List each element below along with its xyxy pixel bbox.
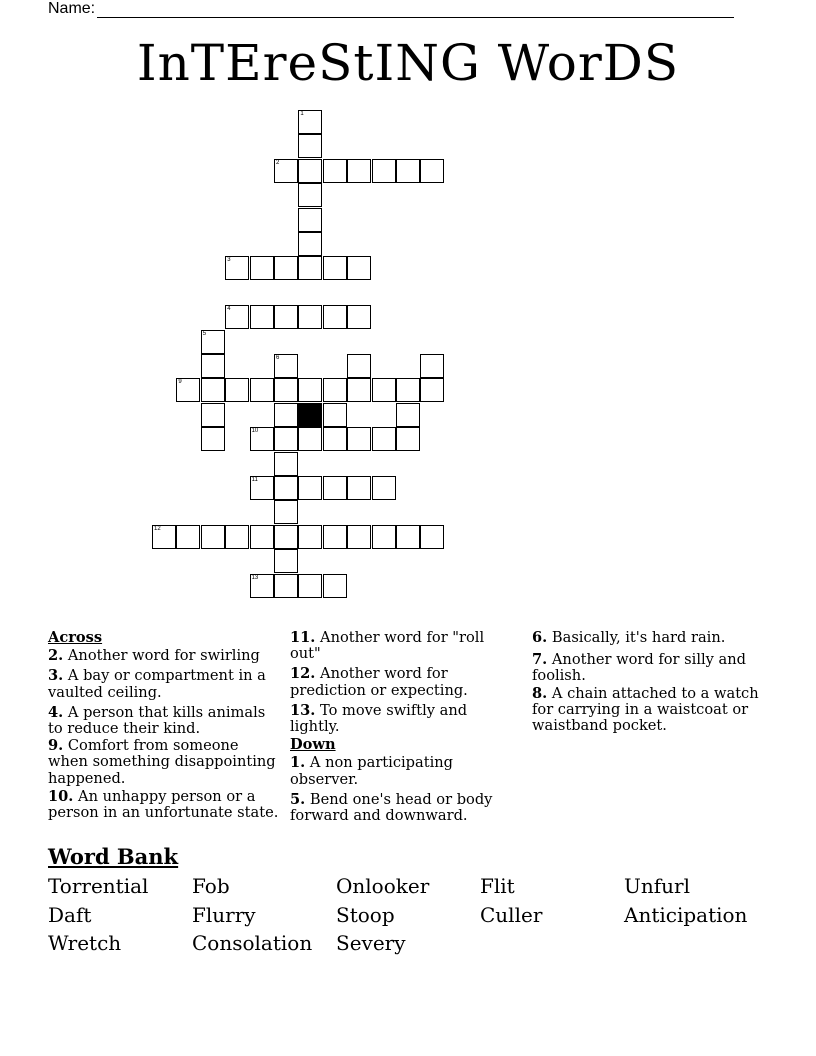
grid-cell[interactable] [298,574,322,598]
grid-cell[interactable] [420,378,444,402]
clue-text: A bay or compartment in a vaulted ceiling. [48,667,266,701]
grid-cell[interactable] [250,525,274,549]
word-bank-word: Consolation [192,931,313,956]
clue-down-5 [290,792,500,824]
grid-cell[interactable] [201,525,225,549]
clue-number: 8. [532,684,548,702]
grid-cell[interactable] [323,574,347,598]
clue-number: 11. [290,629,316,646]
grid-cell[interactable] [201,403,225,427]
grid-cell[interactable] [201,330,225,354]
cell-number: 12 [154,525,161,532]
clue-across-2 [48,648,280,664]
grid-cell[interactable] [323,159,347,183]
word-bank-word: Fob [192,874,230,898]
grid-cell[interactable] [347,476,371,500]
grid-cell[interactable] [274,476,298,500]
word-bank-word: Daft [48,902,92,927]
word-bank-word: Anticipation [624,902,748,927]
word-bank-word: Culler [480,902,543,927]
grid-cell[interactable] [298,110,322,134]
clue-across-9 [48,738,280,787]
grid-cell[interactable] [396,403,420,427]
grid-cell[interactable] [274,305,298,329]
grid-cell[interactable] [225,256,249,280]
grid-cell[interactable] [323,256,347,280]
cell-number: 4 [227,306,231,313]
grid-cell[interactable] [225,525,249,549]
grid-cell[interactable] [274,574,298,598]
clue-text: Another word for silly and foolish. [532,651,746,685]
clue-across-3 [48,668,280,700]
grid-cell[interactable] [274,403,298,427]
grid-cell[interactable] [347,427,371,451]
grid-cell[interactable] [298,305,322,329]
grid-cell[interactable] [323,427,347,451]
grid-cell[interactable] [323,403,347,427]
grid-cell[interactable] [298,208,322,232]
clue-text: An unhappy person or a person in an unfortunate state. [48,787,279,822]
grid-cell[interactable] [298,134,322,158]
grid-cell[interactable] [347,305,371,329]
grid-cell[interactable] [201,354,225,378]
puzzle-title: InTEreStING WorDS [136,34,680,92]
clue-text: Bend one's head or body forward and downward. [290,790,493,825]
grid-cell[interactable] [274,159,298,183]
grid-cell[interactable] [225,378,249,402]
grid-cell[interactable] [372,525,396,549]
grid-cell[interactable] [201,378,225,402]
grid-cell[interactable] [298,159,322,183]
grid-cell[interactable] [250,378,274,402]
across-heading: Across [48,629,103,646]
grid-cell[interactable] [250,574,274,598]
grid-cell[interactable] [176,378,200,402]
grid-cell[interactable] [274,525,298,549]
grid-cell[interactable] [274,256,298,280]
clue-number: 9. [48,737,64,755]
clue-text: A person that kills animals to reduce their kind. [48,703,266,738]
grid-cell[interactable] [225,305,249,329]
grid-cell[interactable] [274,549,298,573]
grid-cell[interactable] [347,159,371,183]
word-bank-word: Onlooker [336,874,430,898]
clue-across-4 [48,705,280,737]
word-bank [48,872,768,958]
clue-text: Another word for "roll out" [290,629,485,663]
clue-number: 10. [48,787,74,805]
grid-cell[interactable] [298,232,322,256]
clue-text: Comfort from someone when something disappointing happened. [48,737,276,787]
grid-cell[interactable] [372,159,396,183]
cell-number: 11 [251,477,258,483]
clue-number: 3. [48,667,64,685]
grid-cell[interactable] [396,378,420,402]
clue-text: Basically, it's hard rain. [551,629,726,646]
grid-cell[interactable] [250,305,274,329]
clue-down-7 [532,652,772,684]
grid-cell[interactable] [298,476,322,500]
cell-number: 3 [227,257,231,264]
word-bank-word: Unfurl [624,874,690,898]
clue-across-11 [290,630,500,662]
grid-cell[interactable] [201,427,225,451]
grid-cell[interactable] [298,256,322,280]
clues-column-2 [290,630,500,828]
grid-cell[interactable] [372,476,396,500]
clue-number: 12. [290,665,316,683]
grid-cell[interactable] [250,427,274,451]
word-bank-word: Torrential [48,874,149,898]
grid-cell[interactable] [298,427,322,451]
grid-cell[interactable] [347,378,371,402]
clue-down-8 [532,686,772,735]
grid-cell[interactable] [347,256,371,280]
clue-number: 2. [48,647,64,665]
grid-cell[interactable] [298,378,322,402]
clue-text: Another word for prediction or expecting. [290,665,468,699]
grid-cell[interactable] [152,525,176,549]
cell-number: 6 [276,355,280,361]
grid-cell[interactable] [274,500,298,524]
grid-cell[interactable] [323,305,347,329]
clue-number: 13. [290,701,316,719]
clue-text: Another word for swirling [67,647,260,665]
clue-down-6 [532,630,772,646]
word-bank-word: Flit [480,874,515,898]
grid-cell[interactable] [323,525,347,549]
clue-across-12 [290,666,500,698]
clue-down-1 [290,755,500,787]
cell-number: 13 [251,574,259,581]
clue-number: 7. [532,651,548,669]
grid-cell[interactable] [420,525,444,549]
grid-cell[interactable] [347,354,371,378]
grid-cell[interactable] [396,427,420,451]
clues-column-3 [532,630,772,738]
cell-number: 2 [276,159,280,166]
clue-text: To move swiftly and lightly. [290,701,468,736]
grid-cell[interactable] [298,525,322,549]
cell-number: 1 [300,111,304,117]
grid-cell[interactable] [372,427,396,451]
grid-cell[interactable] [274,354,298,378]
grid-cell[interactable] [323,378,347,402]
clue-number: 4. [48,703,64,721]
grid-cell[interactable] [274,452,298,476]
clue-text: A chain attached to a watch for carrying in a waistcoat or waistband pocket. [532,684,759,735]
grid-cell[interactable] [250,256,274,280]
word-bank-word: Flurry [192,902,256,927]
cell-number: 9 [178,379,182,386]
word-bank-word: Severy [336,931,406,956]
grid-cell[interactable] [250,476,274,500]
grid-cell[interactable] [274,378,298,402]
cell-number: 10 [251,428,259,435]
cell-number: 5 [202,330,207,337]
clue-text: A non participating observer. [290,754,453,788]
grid-cell[interactable] [347,525,371,549]
grid-cell[interactable] [396,525,420,549]
clue-number: 5. [290,790,306,808]
black-square [298,403,322,427]
clue-across-10 [48,789,280,821]
clue-number: 6. [532,629,548,646]
grid-cell[interactable] [274,427,298,451]
grid-cell[interactable] [176,525,200,549]
grid-cell[interactable] [298,183,322,207]
grid-cell[interactable] [372,378,396,402]
down-heading: Down [290,736,336,754]
clues-column-1 [48,630,280,825]
grid-cell[interactable] [420,159,444,183]
grid-cell[interactable] [323,476,347,500]
grid-cell[interactable] [396,159,420,183]
clue-across-13 [290,703,500,735]
name-label: Name: [48,0,96,17]
word-bank-title: Word Bank [48,844,179,869]
word-bank-word: Stoop [336,902,395,927]
grid-cell[interactable] [420,354,444,378]
clue-number: 1. [290,754,306,772]
word-bank-word: Wretch [48,931,122,956]
